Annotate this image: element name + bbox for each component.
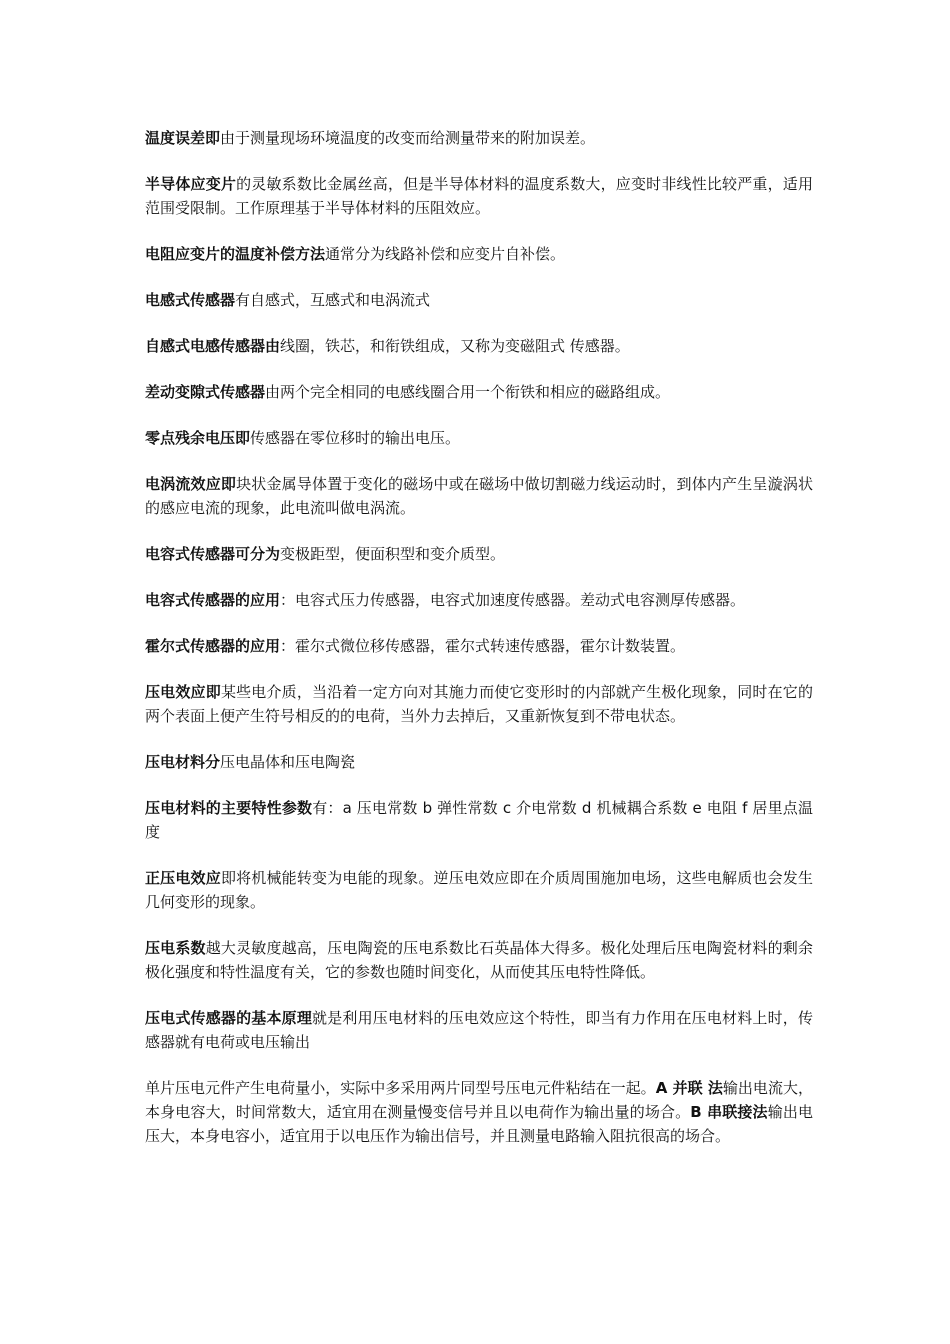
paragraph-hall-sensor-applications: 霍尔式传感器的应用：霍尔式微位移传感器，霍尔式转速传感器，霍尔计数装置。	[145, 637, 686, 655]
paragraph-temperature-compensation: 电阻应变片的温度补偿方法通常分为线路补偿和应变片自补偿。	[145, 245, 566, 263]
paragraph-material-parameters: 压电材料的主要特性参数有：a 压电常数 b 弹性常数 c 介电常数 d 机械耦合系数 e 电阻 f 居里点温度	[145, 799, 813, 841]
paragraph-piezoelectric-effect: 压电效应即某些电介质，当沿着一定方向对其施力而使它变形时的内部就产生极化现象，同时在它的两个表面上便产生符号相反的的电荷，当外力去掉后，又重新恢复到不带电状态。	[145, 683, 813, 725]
paragraph-eddy-current-effect: 电涡流效应即块状金属导体置于变化的磁场中或在磁场中做切割磁力线运动时，到体内产生呈漩涡状的感应电流的现象，此电流叫做电涡流。	[145, 475, 813, 517]
document-body	[145, 126, 813, 1170]
paragraph-zero-residual-voltage: 零点残余电压即传感器在零位移时的输出电压。	[145, 429, 461, 447]
paragraph-differential-gap-sensor: 差动变隙式传感器由两个完全相同的电感线圈合用一个衔铁和相应的磁路组成。	[145, 383, 671, 401]
paragraph-temperature-error: 温度误差即由于测量现场环境温度的改变而给测量带来的附加误差。	[145, 129, 596, 147]
paragraph-piezoelectric-sensor-principle: 压电式传感器的基本原理就是利用压电材料的压电效应这个特性，即当有力作用在压电材料上时，传感器就有电荷或电压输出	[145, 1009, 813, 1051]
paragraph-inductive-sensor: 电感式传感器有自感式，互感式和电涡流式	[145, 291, 431, 309]
paragraph-piezoelectric-materials: 压电材料分压电晶体和压电陶瓷	[145, 753, 356, 771]
paragraph-capacitive-sensor-applications: 电容式传感器的应用：电容式压力传感器，电容式加速度传感器。差动式电容测厚传感器。	[145, 591, 746, 609]
paragraph-direct-piezoelectric-effect: 正压电效应即将机械能转变为电能的现象。逆压电效应即在介质周围施加电场，这些电解质也会发生几何变形的现象。	[145, 869, 813, 911]
paragraph-piezoelectric-coefficient: 压电系数越大灵敏度越高，压电陶瓷的压电系数比石英晶体大得多。极化处理后压电陶瓷材料的剩余极化强度和特性温度有关，它的参数也随时间变化，从而使其压电特性降低。	[145, 939, 813, 981]
paragraph-self-inductive-sensor: 自感式电感传感器由线圈，铁芯，和衔铁组成，又称为变磁阻式 传感器。	[145, 337, 630, 355]
paragraph-capacitive-sensor-types: 电容式传感器可分为变极距型，便面积型和变介质型。	[145, 545, 506, 563]
paragraph-connection-methods: 单片压电元件产生电荷量小，实际中多采用两片同型号压电元件粘结在一起。A 并联 法输出电流大，本身电容大，时间常数大，适宜用在测量慢变信号并且以电荷作为输出量的场合。B 串联接法输出电压大，本身电容小，适宜用于以电压作为输出信号，并且测量电路输入阻抗很高的场合。	[145, 1079, 813, 1145]
paragraph-semiconductor-strain-gauge: 半导体应变片的灵敏系数比金属丝高，但是半导体材料的温度系数大，应变时非线性比较严重，适用范围受限制。工作原理基于半导体材料的压阻效应。	[145, 175, 813, 217]
